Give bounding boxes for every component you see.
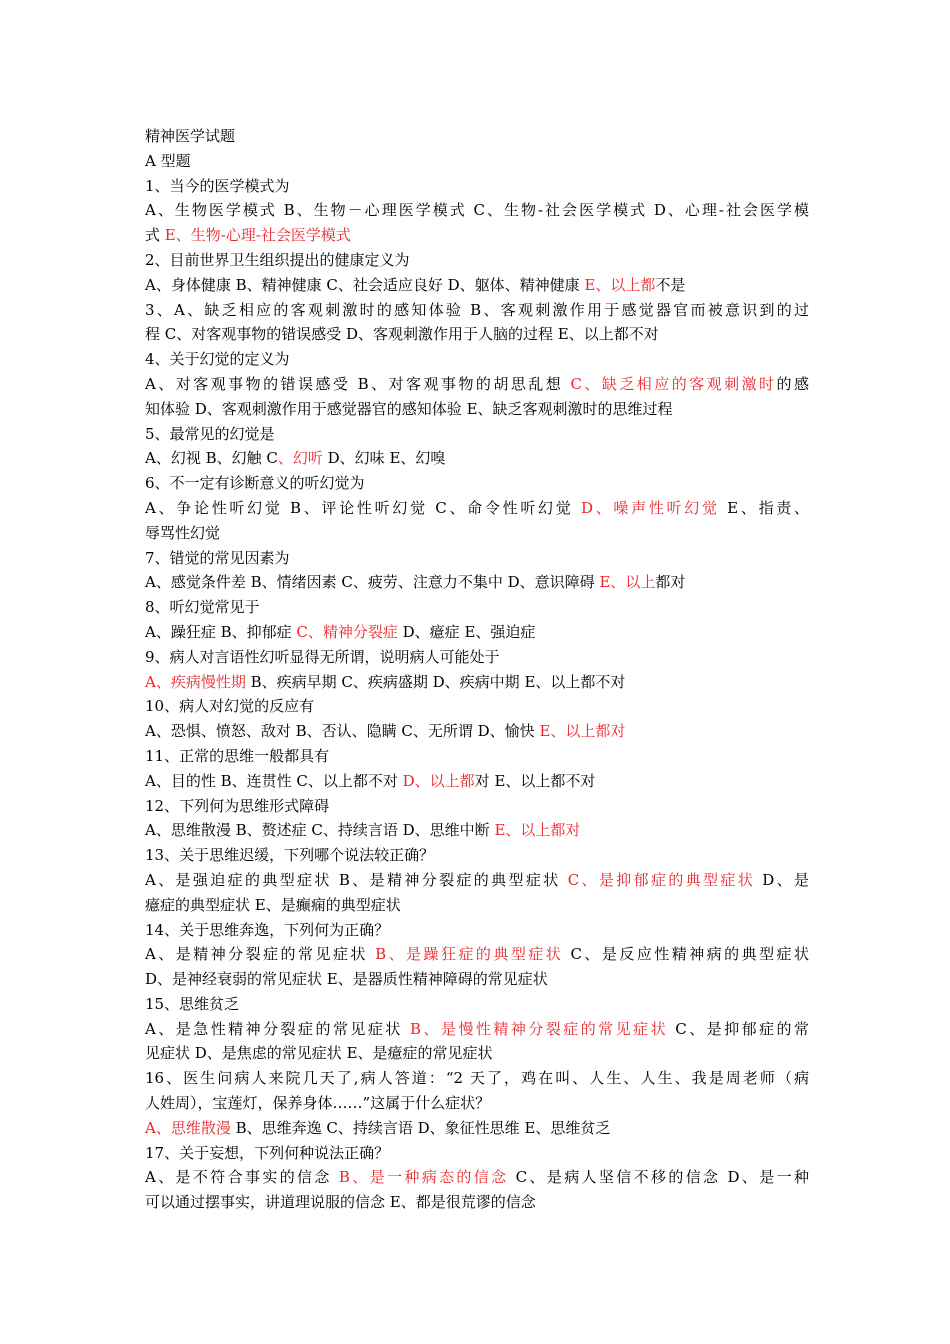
text-segment: A、是强迫症的典型症状 B、是精神分裂症的典型症状 [145,870,568,889]
text-segment: A、对客观事物的错误感受 B、对客观事物的胡思乱想 [145,374,571,393]
answer-highlight: 、幻听 [277,449,323,468]
text-segment: D、癔症 E、强迫症 [397,622,536,641]
text-line [145,1116,809,1141]
text-line [145,918,809,943]
text-line [145,670,809,695]
text-segment: 不是 [655,275,686,294]
answer-highlight: D、噪声性听幻觉 [580,498,720,517]
answer-highlight: A、思维散漫 [145,1118,231,1137]
text-line [145,298,809,323]
text-line [145,322,809,347]
answer-highlight: D、以上都 [402,771,475,790]
text-line [145,719,809,744]
question-list [145,174,809,1215]
text-segment: 15、思维贫乏 [145,994,240,1013]
text-segment: 可以通过摆事实，讲道理说服的信念 E、都是很荒谬的信念 [145,1193,536,1212]
text-line [145,595,809,620]
text-segment: A、是精神分裂症的常见症状 [145,945,376,964]
text-line [145,818,809,843]
text-line [145,521,809,546]
text-segment: 10、病人对幻觉的反应有 [145,697,315,716]
text-line [145,198,809,223]
answer-highlight: B、是躁狂症的典型症状 [375,945,564,964]
answer-highlight: B、是慢性精神分裂症的常见症状 [410,1019,669,1038]
text-segment: A、目的性 B、连贯性 C、以上都不对 [145,771,403,790]
text-segment: A、感觉条件差 B、情绪因素 C、疲劳、注意力不集中 D、意识障碍 [145,573,600,592]
text-segment: 14、关于思维奔逸，下列何为正确？ [145,920,390,939]
text-line [145,1165,809,1190]
text-segment: 5、最常见的幻觉是 [145,424,275,443]
text-segment: C、是反应性精神病的典型症状 [563,945,809,964]
text-segment: 16、医生问病人来院几天了,病人答道：“2 天了，鸡在叫、人生、人生、我是周老师（病 [145,1069,809,1088]
text-line [145,1017,809,1042]
answer-highlight: B、是一种病态的信念 [338,1168,509,1187]
text-line [145,794,809,819]
text-segment: 4、关于幻觉的定义为 [145,350,290,369]
text-line [145,942,809,967]
text-segment: D、是 [755,870,809,889]
document-title: 精神医学试题 [145,127,236,145]
text-line [145,967,809,992]
text-segment: E、指责、 [719,498,809,517]
text-segment: B、疾病早期 C、疾病盛期 D、疾病中期 E、以上都不对 [245,672,626,691]
text-line [145,769,809,794]
text-segment: A、幻视 B、幻触 C [145,449,278,468]
text-segment: A、躁狂症 B、抑郁症 [145,622,297,641]
text-line [145,546,809,571]
text-line [145,893,809,918]
text-line [145,1141,809,1166]
text-line [145,1066,809,1091]
text-segment: D、是神经衰弱的常见症状 E、是器质性精神障碍的常见症状 [145,970,548,989]
text-segment: 辱骂性幻觉 [145,523,221,542]
answer-highlight: E、以上都对 [539,722,626,741]
text-line [145,422,809,447]
text-line [145,645,809,670]
text-segment: 都对 [655,573,686,592]
text-segment: C、是抑郁症的常 [668,1019,810,1038]
answer-highlight: C、精神分裂症 [296,622,398,641]
answer-highlight: E、以上都对 [494,821,581,840]
answer-highlight: A、疾病慢性期 [145,672,246,691]
text-segment: A、是不符合事实的信念 [145,1168,339,1187]
text-segment: 式 [145,226,165,245]
text-segment: 3、A、缺乏相应的客观刺激时的感知体验 B、客观刺激作用于感觉器官而被意识到的过 [145,300,809,319]
text-segment: 1、当今的医学模式为 [145,176,290,195]
answer-highlight: E、以上都 [584,275,656,294]
text-line [145,223,809,248]
text-segment: 7、错觉的常见因素为 [145,548,290,567]
text-line [145,174,809,199]
document-page [145,124,809,1215]
text-segment: 的感 [776,374,809,393]
text-segment: 见症状 D、是焦虑的常见症状 E、是癔症的常见症状 [145,1044,493,1063]
text-segment: A、生物医学模式 B、生物－心理医学模式 C、生物-社会医学模式 D、心理-社会医学模 [145,201,809,220]
answer-highlight: E、以上 [599,573,656,592]
text-line [145,1091,809,1116]
text-segment: 知体验 D、客观刺激作用于感觉器官的感知体验 E、缺乏客观刺激时的思维过程 [145,399,673,418]
answer-highlight: C、缺乏相应的客观刺激时 [570,374,777,393]
text-line [145,1190,809,1215]
text-line [145,868,809,893]
text-segment: 13、关于思维迟缓，下列哪个说法较正确？ [145,846,435,865]
text-segment: 癔症的典型症状 E、是癫痫的典型症状 [145,895,401,914]
text-line [145,273,809,298]
text-line [145,843,809,868]
text-line [145,496,809,521]
text-line [145,446,809,471]
text-segment: 11、正常的思维一般都具有 [145,746,330,765]
answer-highlight: C、是抑郁症的典型症状 [567,870,756,889]
text-line [145,397,809,422]
text-segment: 9、病人对言语性幻听显得无所谓，说明病人可能处于 [145,647,500,666]
text-segment: 对 E、以上都不对 [474,771,596,790]
text-segment: A、思维散漫 B、赘述症 C、持续言语 D、思维中断 [145,821,495,840]
text-line [145,570,809,595]
text-segment: 人姓周），宝莲灯，保养身体……”这属于什么症状？ [145,1094,491,1113]
text-segment: A、是急性精神分裂症的常见症状 [145,1019,411,1038]
answer-highlight: E、生物-心理-社会医学模式 [164,226,351,245]
text-line [145,744,809,769]
text-segment: D、幻味 E、幻嗅 [322,449,446,468]
text-segment: 17、关于妄想，下列何种说法正确？ [145,1143,390,1162]
text-segment: A、恐惧、愤怒、敌对 B、否认、隐瞒 C、无所谓 D、愉快 [145,722,540,741]
text-line [145,694,809,719]
section-heading: A 型题 [145,151,191,170]
text-line [145,620,809,645]
text-line [145,1041,809,1066]
text-line [145,248,809,273]
text-segment: 12、下列何为思维形式障碍 [145,796,330,815]
text-segment: 8、听幻觉常见于 [145,598,260,617]
text-line [145,372,809,397]
text-line [145,992,809,1017]
text-segment: A、争论性听幻觉 B、评论性听幻觉 C、命令性听幻觉 [145,498,581,517]
text-segment: 2、目前世界卫生组织提出的健康定义为 [145,250,410,269]
text-segment: A、身体健康 B、精神健康 C、社会适应良好 D、躯体、精神健康 [145,275,585,294]
text-segment: B、思维奔逸 C、持续言语 D、象征性思维 E、思维贫乏 [230,1118,611,1137]
text-segment: 6、不一定有诊断意义的听幻觉为 [145,474,365,493]
text-line [145,347,809,372]
text-segment: C、是病人坚信不移的信念 D、是一种 [508,1168,809,1187]
text-segment: 程 C、对客观事物的错误感受 D、客观刺激作用于人脑的过程 E、以上都不对 [145,325,659,344]
text-line [145,471,809,496]
